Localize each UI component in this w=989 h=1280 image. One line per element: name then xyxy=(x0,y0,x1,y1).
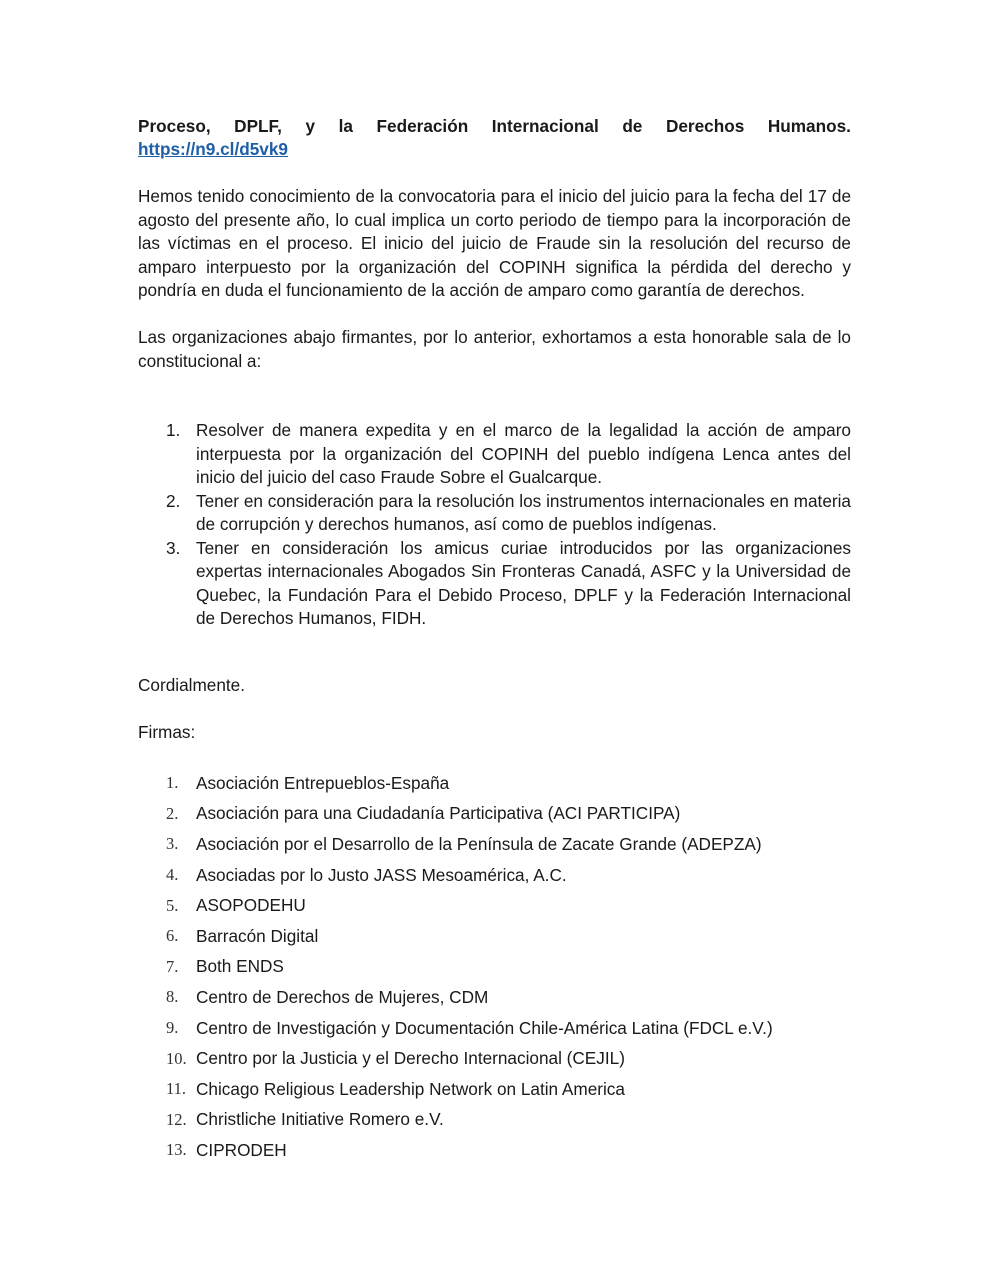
signatory-name: CIPRODEH xyxy=(196,1139,287,1160)
body-paragraph-2: Las organizaciones abajo firmantes, por lo anterior, exhortamos a esta honorable sala de lo constitucional a: xyxy=(138,327,851,371)
signatory-item xyxy=(138,1135,851,1166)
heading-word: Internacional xyxy=(491,116,599,136)
request-text: Tener en consideración para la resolución los instrumentos internacionales en materia de corrupción y derechos humanos, así como de pueblos indígenas. xyxy=(196,490,851,534)
request-number: 1. xyxy=(166,420,181,440)
signatory-number: 7. xyxy=(166,956,179,976)
heading-paragraph xyxy=(138,114,851,162)
signatory-number: 1. xyxy=(166,773,179,793)
request-text: Tener en consideración los amicus curiae introducidos por las organizaciones expertas internacionales Abogados Sin Fronteras Canadá, ASFC y la Universidad de Quebec, la Fundación Para el Debido Proceso, DPLF y la Federación Internacional de Derechos Humanos, FIDH. xyxy=(196,537,851,628)
heading-word: DPLF, xyxy=(234,116,282,136)
signatory-item xyxy=(138,1043,851,1074)
signatory-item xyxy=(138,768,851,799)
requests-list xyxy=(138,419,851,631)
signatory-number: 4. xyxy=(166,865,179,885)
signatory-name: Both ENDS xyxy=(196,956,284,977)
heading-word: Derechos xyxy=(665,116,745,136)
request-text: Resolver de manera expedita y en el marco de la legalidad la acción de amparo interpuesta por la organización del COPINH del pueblo indígena Lenca antes del inicio del juicio del caso Fraude Sobre el Gualcarque. xyxy=(196,420,851,487)
signatory-name: Asociación Entrepueblos-España xyxy=(196,772,450,793)
heading-word: de xyxy=(622,116,643,136)
signatory-item xyxy=(138,982,851,1013)
signatory-name: Asociación para una Ciudadanía Participativa (ACI PARTICIPA) xyxy=(196,803,681,824)
signatory-number: 12. xyxy=(166,1109,187,1129)
signatory-item xyxy=(138,860,851,891)
signatory-item xyxy=(138,890,851,921)
signatory-number: 5. xyxy=(166,895,179,915)
request-item xyxy=(138,490,851,537)
signatories-list xyxy=(138,768,851,1166)
signatory-item xyxy=(138,1074,851,1105)
signatory-number: 11. xyxy=(166,1079,187,1099)
signatory-name: Chicago Religious Leadership Network on Latin America xyxy=(196,1078,625,1099)
signatory-item xyxy=(138,829,851,860)
signatory-number: 13. xyxy=(166,1140,187,1160)
signatory-number: 6. xyxy=(166,926,179,946)
signatory-item xyxy=(138,799,851,830)
signatory-item xyxy=(138,1013,851,1044)
request-number: 3. xyxy=(166,537,181,558)
signatory-name: Centro de Investigación y Documentación Chile-América Latina (FDCL e.V.) xyxy=(196,1017,773,1038)
signatory-name: ASOPODEHU xyxy=(196,895,306,916)
reference-link[interactable]: https://n9.cl/d5vk9 xyxy=(138,139,288,159)
signatory-number: 8. xyxy=(166,987,179,1007)
request-item xyxy=(138,537,851,631)
closing-text: Cordialmente. xyxy=(138,675,245,695)
signatory-number: 9. xyxy=(166,1018,179,1038)
signatory-number: 3. xyxy=(166,834,179,854)
signatory-item xyxy=(138,1105,851,1136)
signatory-name: Barracón Digital xyxy=(196,925,319,946)
request-number: 2. xyxy=(166,490,181,511)
body-paragraph-1: Hemos tenido conocimiento de la convocatoria para el inicio del juicio para la fecha del 17 de agosto del presente año, lo cual implica un corto periodo de tiempo para la incorporación de las víctimas en el proceso. El inicio del juicio de Fraude sin la resolución del recurso de amparo interpuesto por la organización del COPINH significa la pérdida del derecho y pondría en duda el funcionamiento de la acción de amparo como garantía de derechos. xyxy=(138,186,851,300)
signatory-item xyxy=(138,952,851,983)
signatures-label: Firmas: xyxy=(138,722,196,742)
request-item xyxy=(138,419,851,490)
signatory-number: 2. xyxy=(166,803,179,823)
signatory-name: Christliche Initiative Romero e.V. xyxy=(196,1109,444,1130)
heading-word: Proceso, xyxy=(138,116,211,136)
signatory-name: Centro de Derechos de Mujeres, CDM xyxy=(196,986,489,1007)
heading-word: y xyxy=(305,116,316,136)
heading-word: Humanos. xyxy=(767,116,851,136)
signatory-name: Asociadas por lo Justo JASS Mesoamérica, A.C. xyxy=(196,864,567,885)
signatory-item xyxy=(138,921,851,952)
heading-word: Federación xyxy=(376,116,469,136)
signatory-number: 10. xyxy=(166,1048,187,1068)
signatory-name: Centro por la Justicia y el Derecho Internacional (CEJIL) xyxy=(196,1048,625,1069)
heading-line xyxy=(138,114,851,138)
heading-word: la xyxy=(338,116,353,136)
signatory-name: Asociación por el Desarrollo de la Península de Zacate Grande (ADEPZA) xyxy=(196,833,762,854)
